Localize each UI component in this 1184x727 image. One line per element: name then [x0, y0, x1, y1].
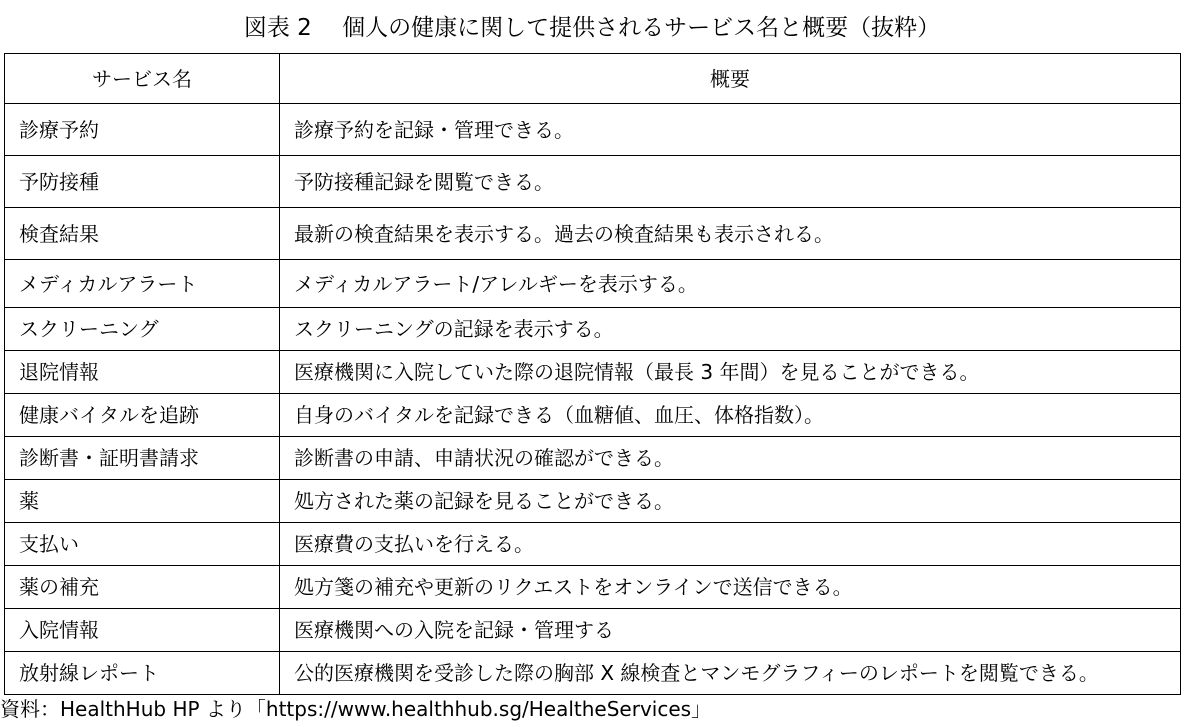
service-summary-cell: 診断書の申請、申請状況の確認ができる。 [280, 437, 1181, 480]
table-title: 図表 2 個人の健康に関して提供されるサービス名と概要（抜粋） [243, 15, 941, 41]
table-header-row [5, 54, 1181, 104]
table-row [5, 208, 1181, 260]
service-summary-cell: 処方箋の補充や更新のリクエストをオンラインで送信できる。 [280, 566, 1181, 609]
service-summary-cell: 予防接種記録を閲覧できる。 [280, 156, 1181, 208]
table-row [5, 437, 1181, 480]
header-service-name: サービス名 [5, 54, 280, 104]
table-row [5, 609, 1181, 652]
table-row [5, 480, 1181, 523]
service-summary-cell: スクリーニングの記録を表示する。 [280, 308, 1181, 351]
table-row [5, 308, 1181, 351]
service-summary-cell: 医療費の支払いを行える。 [280, 523, 1181, 566]
service-summary-cell: 診療予約を記録・管理できる。 [280, 104, 1181, 156]
service-name-cell: 健康バイタルを追跡 [5, 394, 280, 437]
service-name-cell: 退院情報 [5, 351, 280, 394]
service-summary-cell: 公的医療機関を受診した際の胸部 X 線検査とマンモグラフィーのレポートを閲覧できる。 [280, 652, 1181, 695]
table-row [5, 351, 1181, 394]
service-name-cell: 放射線レポート [5, 652, 280, 695]
service-name-cell: 予防接種 [5, 156, 280, 208]
service-name-cell: スクリーニング [5, 308, 280, 351]
service-name-cell: 薬の補充 [5, 566, 280, 609]
service-summary-cell: 最新の検査結果を表示する。過去の検査結果も表示される。 [280, 208, 1181, 260]
service-name-cell: 診療予約 [5, 104, 280, 156]
table-row [5, 394, 1181, 437]
header-summary: 概要 [280, 54, 1181, 104]
table-row [5, 104, 1181, 156]
table-row [5, 156, 1181, 208]
service-summary-cell: 処方された薬の記録を見ることができる。 [280, 480, 1181, 523]
service-summary-cell: メディカルアラート/アレルギーを表示する。 [280, 260, 1181, 308]
table-row [5, 652, 1181, 695]
service-name-cell: 薬 [5, 480, 280, 523]
service-summary-cell: 自身のバイタルを記録できる（血糖値、血圧、体格指数）。 [280, 394, 1181, 437]
service-name-cell: 診断書・証明書請求 [5, 437, 280, 480]
service-name-cell: 入院情報 [5, 609, 280, 652]
table-row [5, 260, 1181, 308]
service-name-cell: メディカルアラート [5, 260, 280, 308]
table-row [5, 566, 1181, 609]
table-row [5, 523, 1181, 566]
service-summary-cell: 医療機関に入院していた際の退院情報（最長 3 年間）を見ることができる。 [280, 351, 1181, 394]
service-summary-cell: 医療機関への入院を記録・管理する [280, 609, 1181, 652]
service-name-cell: 検査結果 [5, 208, 280, 260]
source-note: 資料：HealthHub HP より「https://www.healthhub.sg/HealtheServices」 [0, 697, 712, 721]
service-name-cell: 支払い [5, 523, 280, 566]
services-table [4, 53, 1181, 695]
